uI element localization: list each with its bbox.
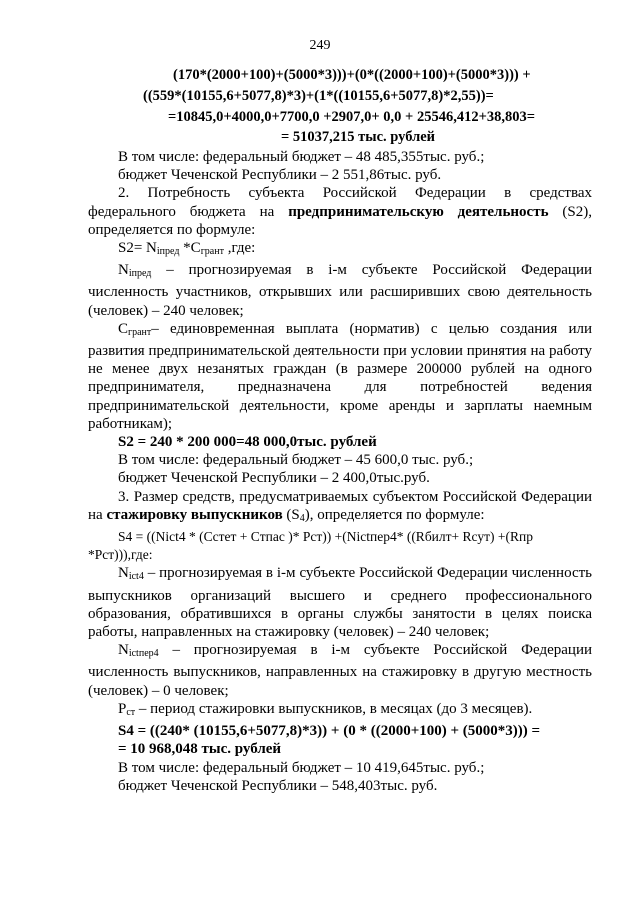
c-grant-line2: развития предпринимательской деятельности при условии принятия на работу [88, 343, 592, 360]
s4-formula: S4 = ((Nict4 * (Cстет + Cтпас )* Pст)) +(Nictпер4* ((Rбилт+ Rсут) +(Rпр *Pст))),где: [88, 529, 533, 563]
s4-result-line1: S4 = ((240* (10155,6+5077,8)*3)) + (0 * ((2000+100) + (5000*3))) = [118, 723, 541, 740]
s2-federal: В том числе: федеральный бюджет – 45 600,0 тыс. руб.; [118, 452, 474, 469]
formula-line-3: =10845,0+4000,0+7700,0 +2907,0+ 0,0 + 25546,412+38,803= [168, 109, 535, 125]
item3-line1: 3. Размер средств, предусматриваемых субъектом Российской Федерации [118, 488, 592, 505]
formula-line-4: = 51037,215 тыс. рублей [281, 129, 436, 145]
formula-line-2: ((559*(10155,6+5077,8)*3)+(1*((10155,6+5077,8)*2,55))= [143, 88, 494, 104]
s4-federal: В том числе: федеральный бюджет – 10 419,645тыс. руб.; [118, 759, 485, 776]
item2-line2: федерального бюджета на предпринимательскую деятельность (S2), [88, 203, 592, 220]
n-ict4-line1: $N_{ict4}$ – прогнозируемая в i-м субъекте Российской Федерации численность [118, 565, 592, 583]
s1-federal: В том числе: федеральный бюджет – 48 485,355тыс. руб.; [118, 149, 485, 165]
n-ipred-line1: $N_{iпред}$ – прогнозируемая в i-м субъекте Российской Федерации [118, 262, 592, 280]
c-grant-line3: не менее двух незанятых граждан (в размере 200000 рублей на одного [88, 361, 592, 378]
n-ipred-line3: (человек) – 240 человек; [88, 302, 244, 319]
s4-regional: бюджет Чеченской Республики – 548,403тыс. руб. [118, 777, 438, 794]
n-ictper4-line3: (человек) – 0 человек; [88, 682, 229, 699]
n-ictper4-line1: $N_{ictпер4}$ – прогнозируемая в i-м субъекте Российской Федерации [118, 642, 592, 660]
c-grant-line4: предпринимателя, предназначена для потребностей ведения [88, 379, 592, 396]
c-grant-line1: $C_{грант}-$ единовременная выплата (норматив) с целью создания или [118, 320, 592, 338]
n-ict4-line3: образования, обратившихся в органы службы занятости в целях поиска [88, 605, 592, 622]
s2-formula: $S2= N_{iпред}$ $*C_{грант}$ ,где: [118, 240, 256, 258]
item2-line3: определяется по формуле: [88, 221, 256, 238]
p-st-line: $P_{ст}$ – период стажировки выпускников, в месяцах (до 3 месяцев). [118, 700, 533, 718]
s4-result-line2: = 10 968,048 тыс. рублей [118, 741, 282, 758]
item2-line1: 2. Потребность субъекта Российской Федерации в средствах [118, 185, 592, 202]
page-number: 249 [309, 38, 331, 53]
formula-line-1: (170*(2000+100)+(5000*3)))+(0*((2000+100)+(5000*3))) + [173, 67, 531, 83]
item3-line2: на стажировку выпускников $(S_4)$, определяется по формуле: [88, 506, 485, 524]
c-grant-line5: предпринимательской деятельности, кроме аренды и зарплаты наемным [88, 397, 592, 414]
n-ictper4-line2: численность выпускников, направленных на стажировку в другую местность [88, 664, 592, 681]
c-grant-line6: работникам); [88, 415, 173, 432]
n-ict4-line2: выпускников организаций высшего и среднего профессионального [88, 587, 592, 604]
s2-result: S2 = 240 * 200 000=48 000,0тыс. рублей [118, 434, 377, 451]
s2-regional: бюджет Чеченской Республики – 2 400,0тыс.руб. [118, 470, 430, 487]
document-body [88, 148, 592, 795]
s1-regional: бюджет Чеченской Республики – 2 551,86тыс. руб. [118, 167, 442, 184]
n-ict4-line4: работы, направленных на стажировку (человек) – 240 человек; [88, 624, 490, 641]
n-ipred-line2: численность участников, открывших или расширивших свою деятельность [88, 284, 592, 301]
